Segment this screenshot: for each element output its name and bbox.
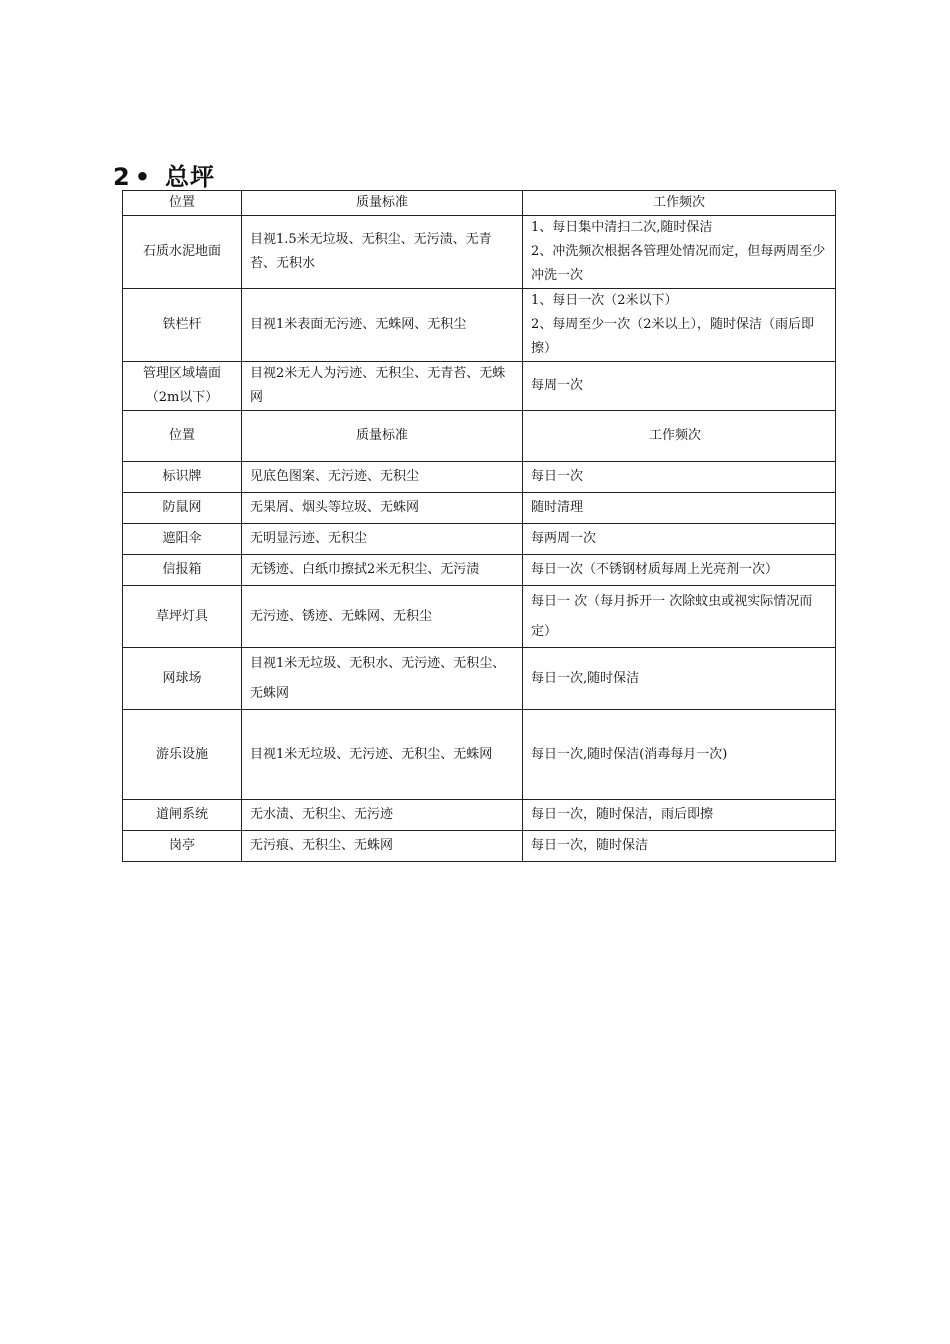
table-row <box>123 216 836 289</box>
location-cell: 信报箱 <box>123 555 242 586</box>
header-frequency: 工作频次 <box>523 191 836 216</box>
frequency-line: 2、冲洗频次根据各管理处情况而定，但每两周至少冲洗一次 <box>531 244 826 283</box>
location-cell: 网球场 <box>123 648 242 710</box>
standard-cell: 无果屑、烟头等垃圾、无蛛网 <box>242 493 523 524</box>
table-row <box>123 648 836 710</box>
standard-cell: 无污迹、锈迹、无蛛网、无积尘 <box>242 586 523 648</box>
location-cell: 道闸系统 <box>123 800 242 831</box>
table-row <box>123 462 836 493</box>
standard-cell: 无污痕、无积尘、无蛛网 <box>242 831 523 862</box>
frequency-cell <box>523 289 836 362</box>
frequency-cell: 每日一次，随时保洁，雨后即擦 <box>523 800 836 831</box>
location-cell: 石质水泥地面 <box>123 216 242 289</box>
location-cell: 岗亭 <box>123 831 242 862</box>
table-row <box>123 831 836 862</box>
section-title: 总坪 <box>165 163 216 191</box>
bullet-icon: • <box>134 163 152 191</box>
location-cell: 铁栏杆 <box>123 289 242 362</box>
table-row <box>123 555 836 586</box>
standard-cell: 目视1米无垃圾、无污迹、无积尘、无蛛网 <box>242 710 523 800</box>
frequency-line: 2、每周至少一次（2米以上），随时保洁（雨后即擦） <box>531 317 815 356</box>
standard-cell: 目视2米无人为污迹、无积尘、无青苔、无蛛网 <box>242 362 523 411</box>
header-standard: 质量标准 <box>242 191 523 216</box>
table-row <box>123 493 836 524</box>
table-header-row <box>123 411 836 462</box>
frequency-line: 1、每日一次（2米以下） <box>531 293 678 308</box>
frequency-cell: 随时清理 <box>523 493 836 524</box>
frequency-cell <box>523 216 836 289</box>
standard-cell: 目视1.5米无垃圾、无积尘、无污渍、无青苔、无积水 <box>242 216 523 289</box>
location-cell: 遮阳伞 <box>123 524 242 555</box>
standard-cell: 无锈迹、白纸巾擦拭2米无积尘、无污渍 <box>242 555 523 586</box>
location-cell: 草坪灯具 <box>123 586 242 648</box>
frequency-cell: 每日一 次（每月拆开一 次除蚊虫或视实际情况而定） <box>523 586 836 648</box>
location-cell: 游乐设施 <box>123 710 242 800</box>
frequency-cell: 每日一次,随时保洁 <box>523 648 836 710</box>
section-heading <box>113 157 215 192</box>
header-location: 位置 <box>123 411 242 462</box>
cleaning-standards-table <box>122 190 836 862</box>
header-frequency: 工作频次 <box>523 411 836 462</box>
location-cell: 防鼠网 <box>123 493 242 524</box>
table-row <box>123 524 836 555</box>
table-row <box>123 586 836 648</box>
standard-cell: 目视1米表面无污迹、无蛛网、无积尘 <box>242 289 523 362</box>
frequency-cell: 每日一次，随时保洁 <box>523 831 836 862</box>
frequency-cell: 每日一次,随时保洁(消毒每月一次) <box>523 710 836 800</box>
table-row <box>123 800 836 831</box>
standard-cell: 见底色图案、无污迹、无积尘 <box>242 462 523 493</box>
header-location: 位置 <box>123 191 242 216</box>
frequency-line: 1、每日集中清扫二次,随时保洁 <box>531 220 713 235</box>
location-cell: 标识牌 <box>123 462 242 493</box>
standard-cell: 无明显污迹、无积尘 <box>242 524 523 555</box>
standard-cell: 目视1米无垃圾、无积水、无污迹、无积尘、无蛛网 <box>242 648 523 710</box>
table-row <box>123 710 836 800</box>
frequency-cell: 每周一次 <box>523 362 836 411</box>
frequency-cell: 每日一次（不锈钢材质每周上光亮剂一次） <box>523 555 836 586</box>
frequency-cell: 每日一次 <box>523 462 836 493</box>
section-number: 2 <box>113 163 131 191</box>
standard-cell: 无水渍、无积尘、无污迹 <box>242 800 523 831</box>
table-header-row <box>123 191 836 216</box>
location-cell: 管理区域墙面（2m以下） <box>123 362 242 411</box>
table-row <box>123 289 836 362</box>
header-standard: 质量标准 <box>242 411 523 462</box>
frequency-cell: 每两周一次 <box>523 524 836 555</box>
table-row <box>123 362 836 411</box>
